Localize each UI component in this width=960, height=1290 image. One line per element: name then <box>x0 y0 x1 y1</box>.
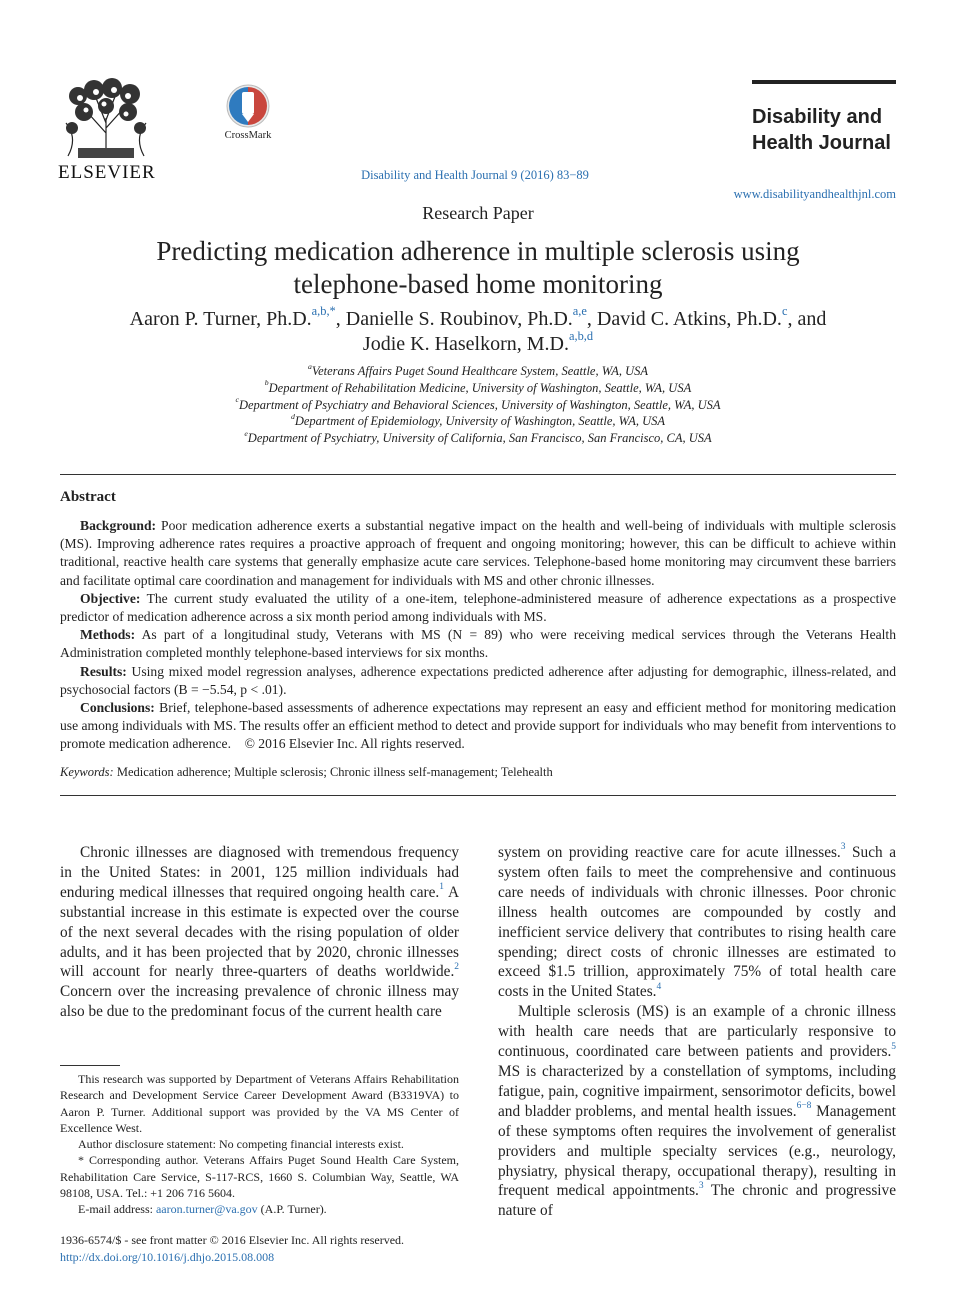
footnote-rule <box>60 1065 120 1066</box>
email-label: E-mail address: <box>78 1202 153 1217</box>
reference-link[interactable]: 3 <box>840 842 846 853</box>
abstract-section-label: Results: <box>80 663 127 679</box>
abstract-section-label: Background: <box>80 518 157 533</box>
affiliation-line <box>60 430 896 447</box>
body-text: Such a system often fails to meet the comprehensive and continuous care needs of individuals with chronic illnesses. Poor chronic illness health outcomes are compounded by costly and inefficient service delivery that contributes to rising health care spending; direct costs of chronic illnesses are estimated to exceed $1.5 trillion, approximately 75% of total health care costs in the United States. <box>498 844 896 1001</box>
affiliation-line <box>60 363 896 380</box>
author-affiliation-marker: a,b,* <box>311 304 336 319</box>
journal-name-line2: Health Journal <box>752 132 891 154</box>
email-link[interactable]: aaron.turner@va.gov <box>155 1202 258 1217</box>
reference-link[interactable]: 6−8 <box>796 1101 812 1112</box>
title-line-1: Predicting medication adherence in multiple sclerosis using <box>156 236 800 266</box>
body-column-left <box>60 843 459 1022</box>
abstract-section <box>60 517 896 590</box>
footnote-email <box>60 1201 459 1217</box>
affiliation-key: d <box>290 412 295 422</box>
body-text: system on providing reactive care for acute illnesses. <box>498 844 841 861</box>
body-paragraph <box>60 843 459 1022</box>
footnotes <box>60 1071 459 1218</box>
abstract-section-text: Brief, telephone-based assessments of adherence expectations may represent an easy and efficient method for monitoring medication use among individuals with MS. The results offer an efficient method to detect and provide support for individuals who may benefit from interventions to promote medication adherence. <box>60 700 896 752</box>
body-text: Management of these symptoms often requires the involvement of generalist providers and multiple specialty services (e.g., neurology, physiatry, physical therapy, occupational therapy), resulting in frequent medical appointments. <box>498 1102 896 1200</box>
author-name: David C. Atkins, Ph.D. <box>596 308 782 330</box>
reference-link[interactable]: 3 <box>698 1180 704 1191</box>
affiliation-line <box>60 397 896 414</box>
affiliation-text: Department of Rehabilitation Medicine, University of Washington, Seattle, WA, USA <box>268 380 692 395</box>
footnote-funding: This research was supported by Department of Veterans Affairs Rehabilitation Research and Development Service Career Development Award (B3319VA) to Aaron P. Turner. Additional support was provided by the VA MS Center of Excellence West. <box>60 1072 459 1135</box>
body-text: Chronic illnesses are diagnosed with tremendous frequency in the United States: in 2001, 125 million individuals had enduring medical illnesses that required ongoing health care. <box>60 844 459 901</box>
elsevier-tree-icon <box>58 78 154 160</box>
affiliation-key: b <box>264 378 269 388</box>
affiliation-line <box>60 380 896 397</box>
author-name: Jodie K. Haselkorn, M.D. <box>362 333 569 355</box>
abstract-section <box>60 699 896 754</box>
abstract-section <box>60 626 896 662</box>
footnote-corresponding: * Corresponding author. Veterans Affairs Puget Sound Health Care System, Rehabilitation Care Service, S-117-RCS, 1660 S. Columbian Way, Seattle, WA 98108, USA. Tel.: +1 206 716 5604. <box>60 1153 459 1201</box>
abstract-section-text: Poor medication adherence exerts a substantial negative impact on the health and well-being of individuals with multiple sclerosis (MS). Improving adherence rates requires a proactive approach of frequent and ongoing monitoring; however, this can be difficult to achieve within traditional, reactive health care systems that generally emphasize acute care services. Telephone-based home monitoring may circumvent these barriers and facilitate optimal care coordination and management for individuals with MS and other chronic illnesses. <box>60 518 896 588</box>
affiliation-text: Department of Psychiatry, University of California, San Francisco, San Francisco, CA, USA <box>247 431 712 446</box>
email-suffix: (A.P. Turner). <box>260 1202 327 1217</box>
footnote-disclosure: Author disclosure statement: No competing financial interests exist. <box>78 1137 404 1152</box>
crossmark-icon <box>226 84 270 128</box>
author-affiliation-marker: c <box>781 304 788 319</box>
reference-link[interactable]: 5 <box>891 1041 896 1052</box>
section-divider-top <box>60 474 896 475</box>
reference-link[interactable]: 1 <box>439 882 444 893</box>
body-paragraph <box>498 1002 896 1221</box>
author-separator: , and <box>787 308 827 330</box>
body-text: MS is characterized by a constellation of symptoms, including fatigue, pain, cognitive impairment, sensorimotor deficits, bowel and bladder problems, and mental health issues. <box>498 1062 896 1120</box>
journal-name <box>752 104 912 156</box>
author-affiliation-marker: a,e <box>572 304 587 319</box>
section-divider-bottom <box>60 795 896 796</box>
elsevier-logo <box>58 78 154 182</box>
abstract-section-label: Methods: <box>80 627 136 643</box>
abstract-section-text: As part of a longitudinal study, Veterans with MS (N = 89) who were receiving medical services through the Veterans Health Administration completed monthly telephone-based interviews for six months. <box>60 627 896 661</box>
doi-link[interactable]: http://dx.doi.org/10.1016/j.dhjo.2015.08.008 <box>60 1249 275 1264</box>
affiliation-key: c <box>235 395 239 405</box>
keywords-text: Medication adherence; Multiple sclerosis; Chronic illness self-management; Telehealth <box>116 765 553 779</box>
affiliation-text: Department of Psychiatry and Behavioral Sciences, University of Washington, Seattle, WA, USA <box>238 397 721 412</box>
journal-citation[interactable]: Disability and Health Journal 9 (2016) 83−89 <box>361 168 589 182</box>
author-affiliation-marker: a,b,d <box>569 329 594 344</box>
article-title <box>60 235 896 301</box>
abstract-body <box>60 517 896 754</box>
abstract-section-label: Conclusions: <box>80 700 155 716</box>
abstract-section-text: The current study evaluated the utility of a one-item, telephone-administered measure of adherence expectations as a prospective predictor of medication adherence across a six month period among individuals with MS. <box>60 590 896 625</box>
crossmark-badge[interactable] <box>218 84 278 140</box>
front-matter <box>60 1232 480 1265</box>
abstract-heading: Abstract <box>60 489 116 505</box>
author-name: Danielle S. Roubinov, Ph.D. <box>345 308 573 330</box>
body-paragraph <box>498 843 896 1002</box>
author-separator: , <box>335 308 346 330</box>
journal-rule <box>752 80 896 84</box>
reference-link[interactable]: 4 <box>656 981 662 992</box>
abstract-section-text: Using mixed model regression analyses, adherence expectations predicted adherence after adjusting for demographic, illness-related, and psychosocial factors (B = −5.54, p < .01). <box>60 663 896 697</box>
affiliation-key: e <box>244 428 248 438</box>
body-text: The chronic and progressive nature of <box>498 1182 896 1220</box>
journal-name-line1: Disability and <box>752 106 883 128</box>
abstract-section <box>60 663 896 699</box>
issn-line: 1936-6574/$ - see front matter © 2016 Elsevier Inc. All rights reserved. <box>60 1233 405 1247</box>
abstract-section <box>60 590 896 626</box>
body-text: Concern over the increasing prevalence of chronic illness may also be due to the predominant focus of the current health care <box>60 983 459 1021</box>
article-type: Research Paper <box>422 203 534 223</box>
affiliation-line <box>60 413 896 430</box>
keywords-label: Keywords: <box>60 765 114 779</box>
reference-link[interactable]: 2 <box>454 961 459 972</box>
affiliation-list <box>60 363 896 447</box>
title-line-2: telephone-based home monitoring <box>293 269 663 299</box>
affiliation-text: Veterans Affairs Puget Sound Healthcare System, Seattle, WA, USA <box>311 364 649 378</box>
affiliation-text: Department of Epidemiology, University of Washington, Seattle, WA, USA <box>294 414 666 429</box>
journal-url-link[interactable]: www.disabilityandhealthjnl.com <box>733 187 896 201</box>
keywords <box>60 765 896 780</box>
abstract-copyright: © 2016 Elsevier Inc. All rights reserved. <box>230 736 465 752</box>
crossmark-label: CrossMark <box>224 130 272 141</box>
body-column-right <box>498 843 896 1221</box>
abstract-section-label: Objective: <box>80 590 141 606</box>
author-separator: , <box>586 308 597 330</box>
publisher-name: ELSEVIER <box>58 162 156 183</box>
body-text: Multiple sclerosis (MS) is an example of a chronic illness with health care needs that are particularly responsive to continuous, coordinated care between patients and providers. <box>498 1003 896 1061</box>
author-name: Aaron P. Turner, Ph.D. <box>129 308 312 330</box>
affiliation-key: a <box>307 361 312 371</box>
body-text: A substantial increase in this estimate is expected over the course of the next several decades with the rising population of older adults, and it has been projected that by 2020, chronic illnesses will account for nearly three-quarters of deaths worldwide. <box>60 883 459 981</box>
author-list <box>60 304 896 357</box>
